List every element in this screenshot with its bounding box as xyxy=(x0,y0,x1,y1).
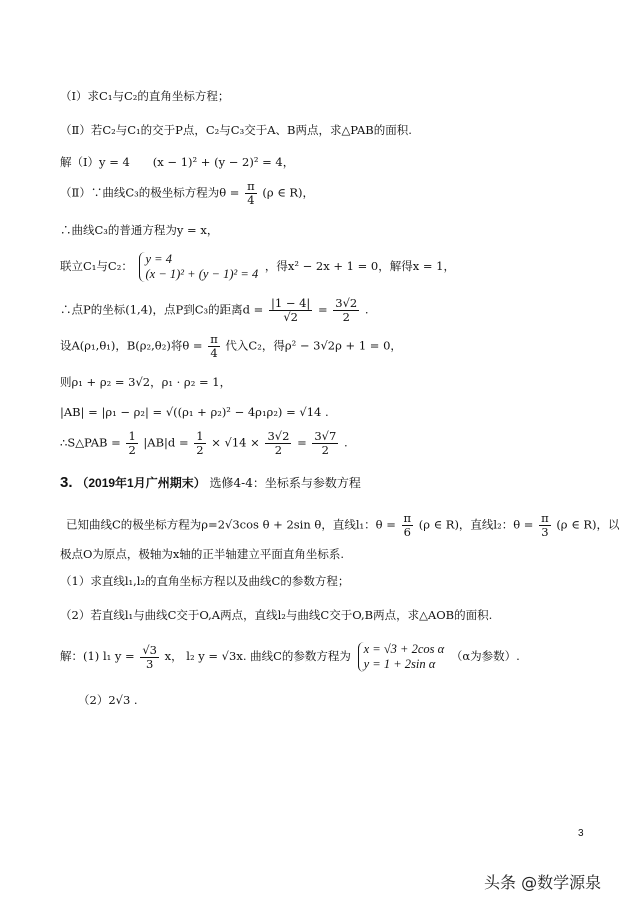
section-source: （2019年1月广州期末） xyxy=(76,476,206,490)
solution-line-9: ∴S△PAB = $\frac{1}{2}$ |AB|d = $\frac{1}{2}$ × √14 × $\frac{3√2}{2}$ = $\frac{3√7}{2}$ . xyxy=(60,429,348,457)
section-topic: 选修4-4：坐标系与参数方程 xyxy=(209,476,361,490)
problem-question-1: （1）求直线l₁,l₂的直角坐标方程以及曲线C的参数方程； xyxy=(60,574,350,588)
problem-intro-2: 极点O为原点，极轴为x轴的正半轴建立平面直角坐标系. xyxy=(60,547,345,561)
parametric-system: x = √3 + 2cos α y = 1 + 2sin α xyxy=(358,642,445,672)
page-number: 3 xyxy=(578,828,584,839)
pi-over-3-fraction: $\frac{\pi}{3}$ xyxy=(541,511,549,539)
solution-line-3: ∴曲线C₃的普通方程为y = x， xyxy=(60,223,219,237)
distance-fraction: $\frac{|1 - 4|}{√2}$ xyxy=(270,296,311,324)
watermark: 头条 @数学源泉 xyxy=(484,873,602,892)
half-fraction-2: $\frac{1}{2}$ xyxy=(196,429,204,457)
distance-result-fraction: $\frac{3√2}{2}$ xyxy=(335,296,358,324)
root2-fraction: $\frac{3√2}{2}$ xyxy=(267,429,290,457)
section-number: 3. xyxy=(60,474,73,491)
solution-line-7: 则ρ₁ + ρ₂ = 3√2，ρ₁ · ρ₂ = 1， xyxy=(60,375,232,389)
question-part-2: （Ⅱ）若C₂与C₁的交于P点，C₂与C₃交于A、B两点，求△PAB的面积. xyxy=(60,123,412,137)
area-result-fraction: $\frac{3√7}{2}$ xyxy=(314,429,337,457)
solution-line-8: |AB| = |ρ₁ − ρ₂| = √((ρ₁ + ρ₂)² − 4ρ₁ρ₂) = √14 . xyxy=(60,405,329,419)
solution-line-2: （Ⅱ）∵曲线C₃的极坐标方程为θ = $\frac{\pi}{4}$ (ρ ∈ R)， xyxy=(60,179,315,207)
solution-line-6: 设A(ρ₁,θ₁)，B(ρ₂,θ₂)将θ = $\frac{\pi}{4}$ 代入C₂，得ρ² − 3√2ρ + 1 = 0， xyxy=(60,332,402,360)
answer-part-1: 解：(1) l₁ y = $\frac{√3}{3}$ x， l₂ y = √3x. 曲线C的参数方程为 x = √3 + 2cos α y = 1 + 2sin α （α为参数）. xyxy=(60,642,520,671)
pi-over-6-fraction: $\frac{\pi}{6}$ xyxy=(403,511,412,539)
solution-line-4: 联立C₁与C₂： y = 4 (x − 1)² + (y − 1)² = 4 ，得x² − 2x + 1 = 0，解得x = 1， xyxy=(60,252,455,281)
root3-over-3-fraction: $\frac{√3}{3}$ xyxy=(142,642,157,671)
solution-line-5: ∴点P的坐标(1,4)，点P到C₃的距离d = $\frac{|1 - 4|}{√2}$ = $\frac{3√2}{2}$ . xyxy=(60,296,369,324)
pi-over-4-fraction-2: $\frac{\pi}{4}$ xyxy=(210,332,218,360)
half-fraction: $\frac{1}{2}$ xyxy=(128,429,136,457)
question-part-1: （Ⅰ）求C₁与C₂的直角坐标方程； xyxy=(60,89,230,103)
solution-line-1: 解（Ⅰ）y = 4 (x − 1)² + (y − 2)² = 4， xyxy=(60,155,295,169)
answer-part-2: （2）2√3 . xyxy=(78,693,138,707)
section-heading xyxy=(60,474,361,491)
equation-system: y = 4 (x − 1)² + (y − 1)² = 4 xyxy=(139,252,258,282)
problem-question-2: （2）若直线l₁与曲线C交于O,A两点，直线l₂与曲线C交于O,B两点，求△AOB的面积. xyxy=(60,608,493,622)
problem-intro: 已知曲线C的极坐标方程为ρ=2√3cos θ + 2sin θ，直线l₁：θ = $\frac{\pi}{6}$ (ρ ∈ R)，直线l₂：θ = $\frac{\pi}{3}$ (ρ ∈ R)，以 xyxy=(66,511,620,539)
pi-over-4-fraction: $\frac{\pi}{4}$ xyxy=(247,179,255,207)
